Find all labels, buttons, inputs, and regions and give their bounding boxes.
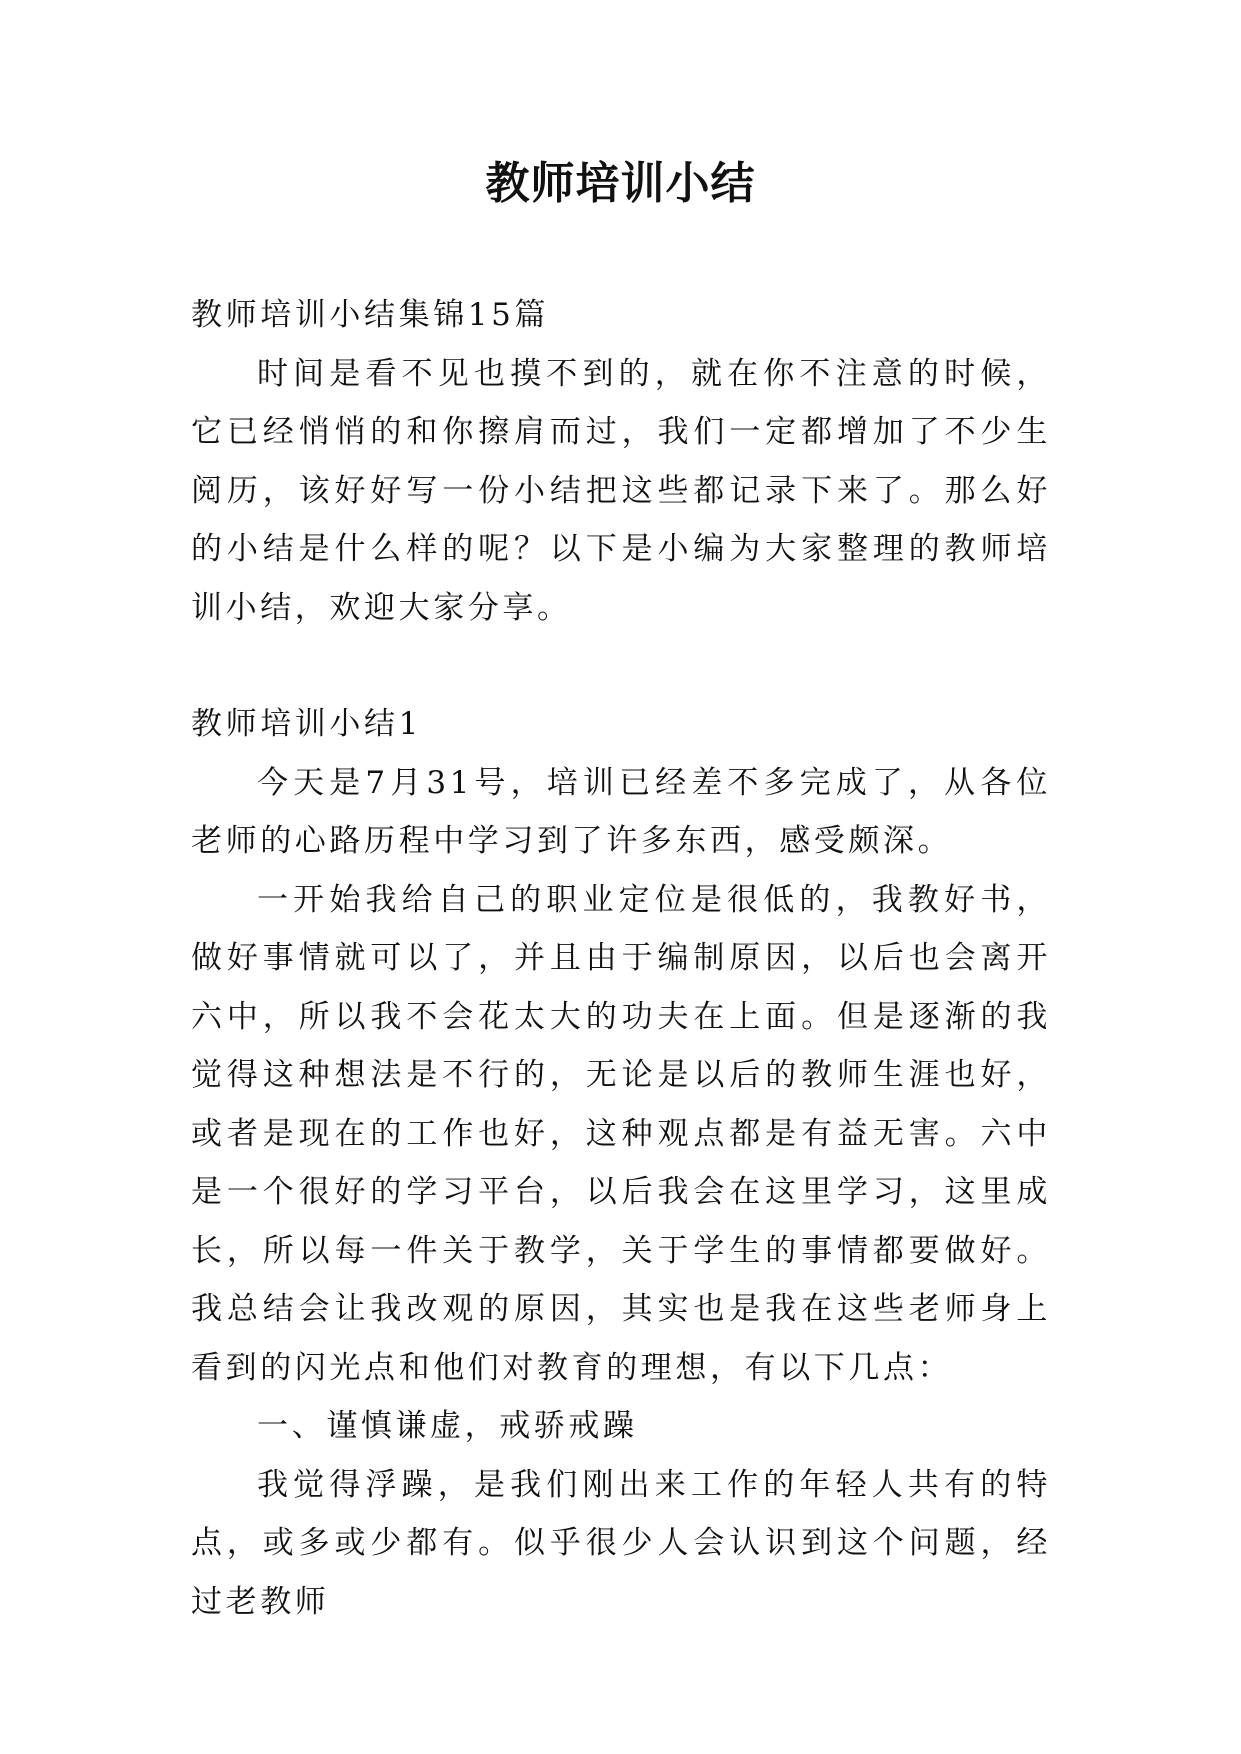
body-paragraph-1: 今天是7月31号，培训已经差不多完成了，从各位老师的心路历程中学习到了许多东西，感受颇深。 <box>191 764 1051 859</box>
collection-heading: 教师培训小结集锦15篇 <box>191 297 550 333</box>
section-heading: 教师培训小结1 <box>191 706 422 742</box>
subheading-1: 一、谨慎谦虚，戒骄戒躁 <box>257 1408 638 1444</box>
body-paragraph-3: 我觉得浮躁，是我们刚出来工作的年轻人共有的特点，或多或少都有。似乎很少人会认识到这个问题，经过老教师 <box>191 1466 1051 1620</box>
document-body <box>191 286 1051 1631</box>
intro-paragraph: 时间是看不见也摸不到的，就在你不注意的时候，它已经悄悄的和你擦肩而过，我们一定都增加了不少生阅历，该好好写一份小结把这些都记录下来了。那么好的小结是什么样的呢？以下是小编为大家整理的教师培训小结，欢迎大家分享。 <box>191 355 1051 626</box>
paragraph-gap <box>191 637 1051 695</box>
document-title: 教师培训小结 <box>485 158 756 209</box>
body-paragraph-2: 一开始我给自己的职业定位是很低的，我教好书，做好事情就可以了，并且由于编制原因，以后也会离开六中，所以我不会花太大的功夫在上面。但是逐渐的我觉得这种想法是不行的，无论是以后的教师生涯也好，或者是现在的工作也好，这种观点都是有益无害。六中是一个很好的学习平台，以后我会在这里学习，这里成长，所以每一件关于教学，关于学生的事情都要做好。我总结会让我改观的原因，其实也是我在这些老师身上看到的闪光点和他们对教育的理想，有以下几点： <box>191 881 1051 1386</box>
